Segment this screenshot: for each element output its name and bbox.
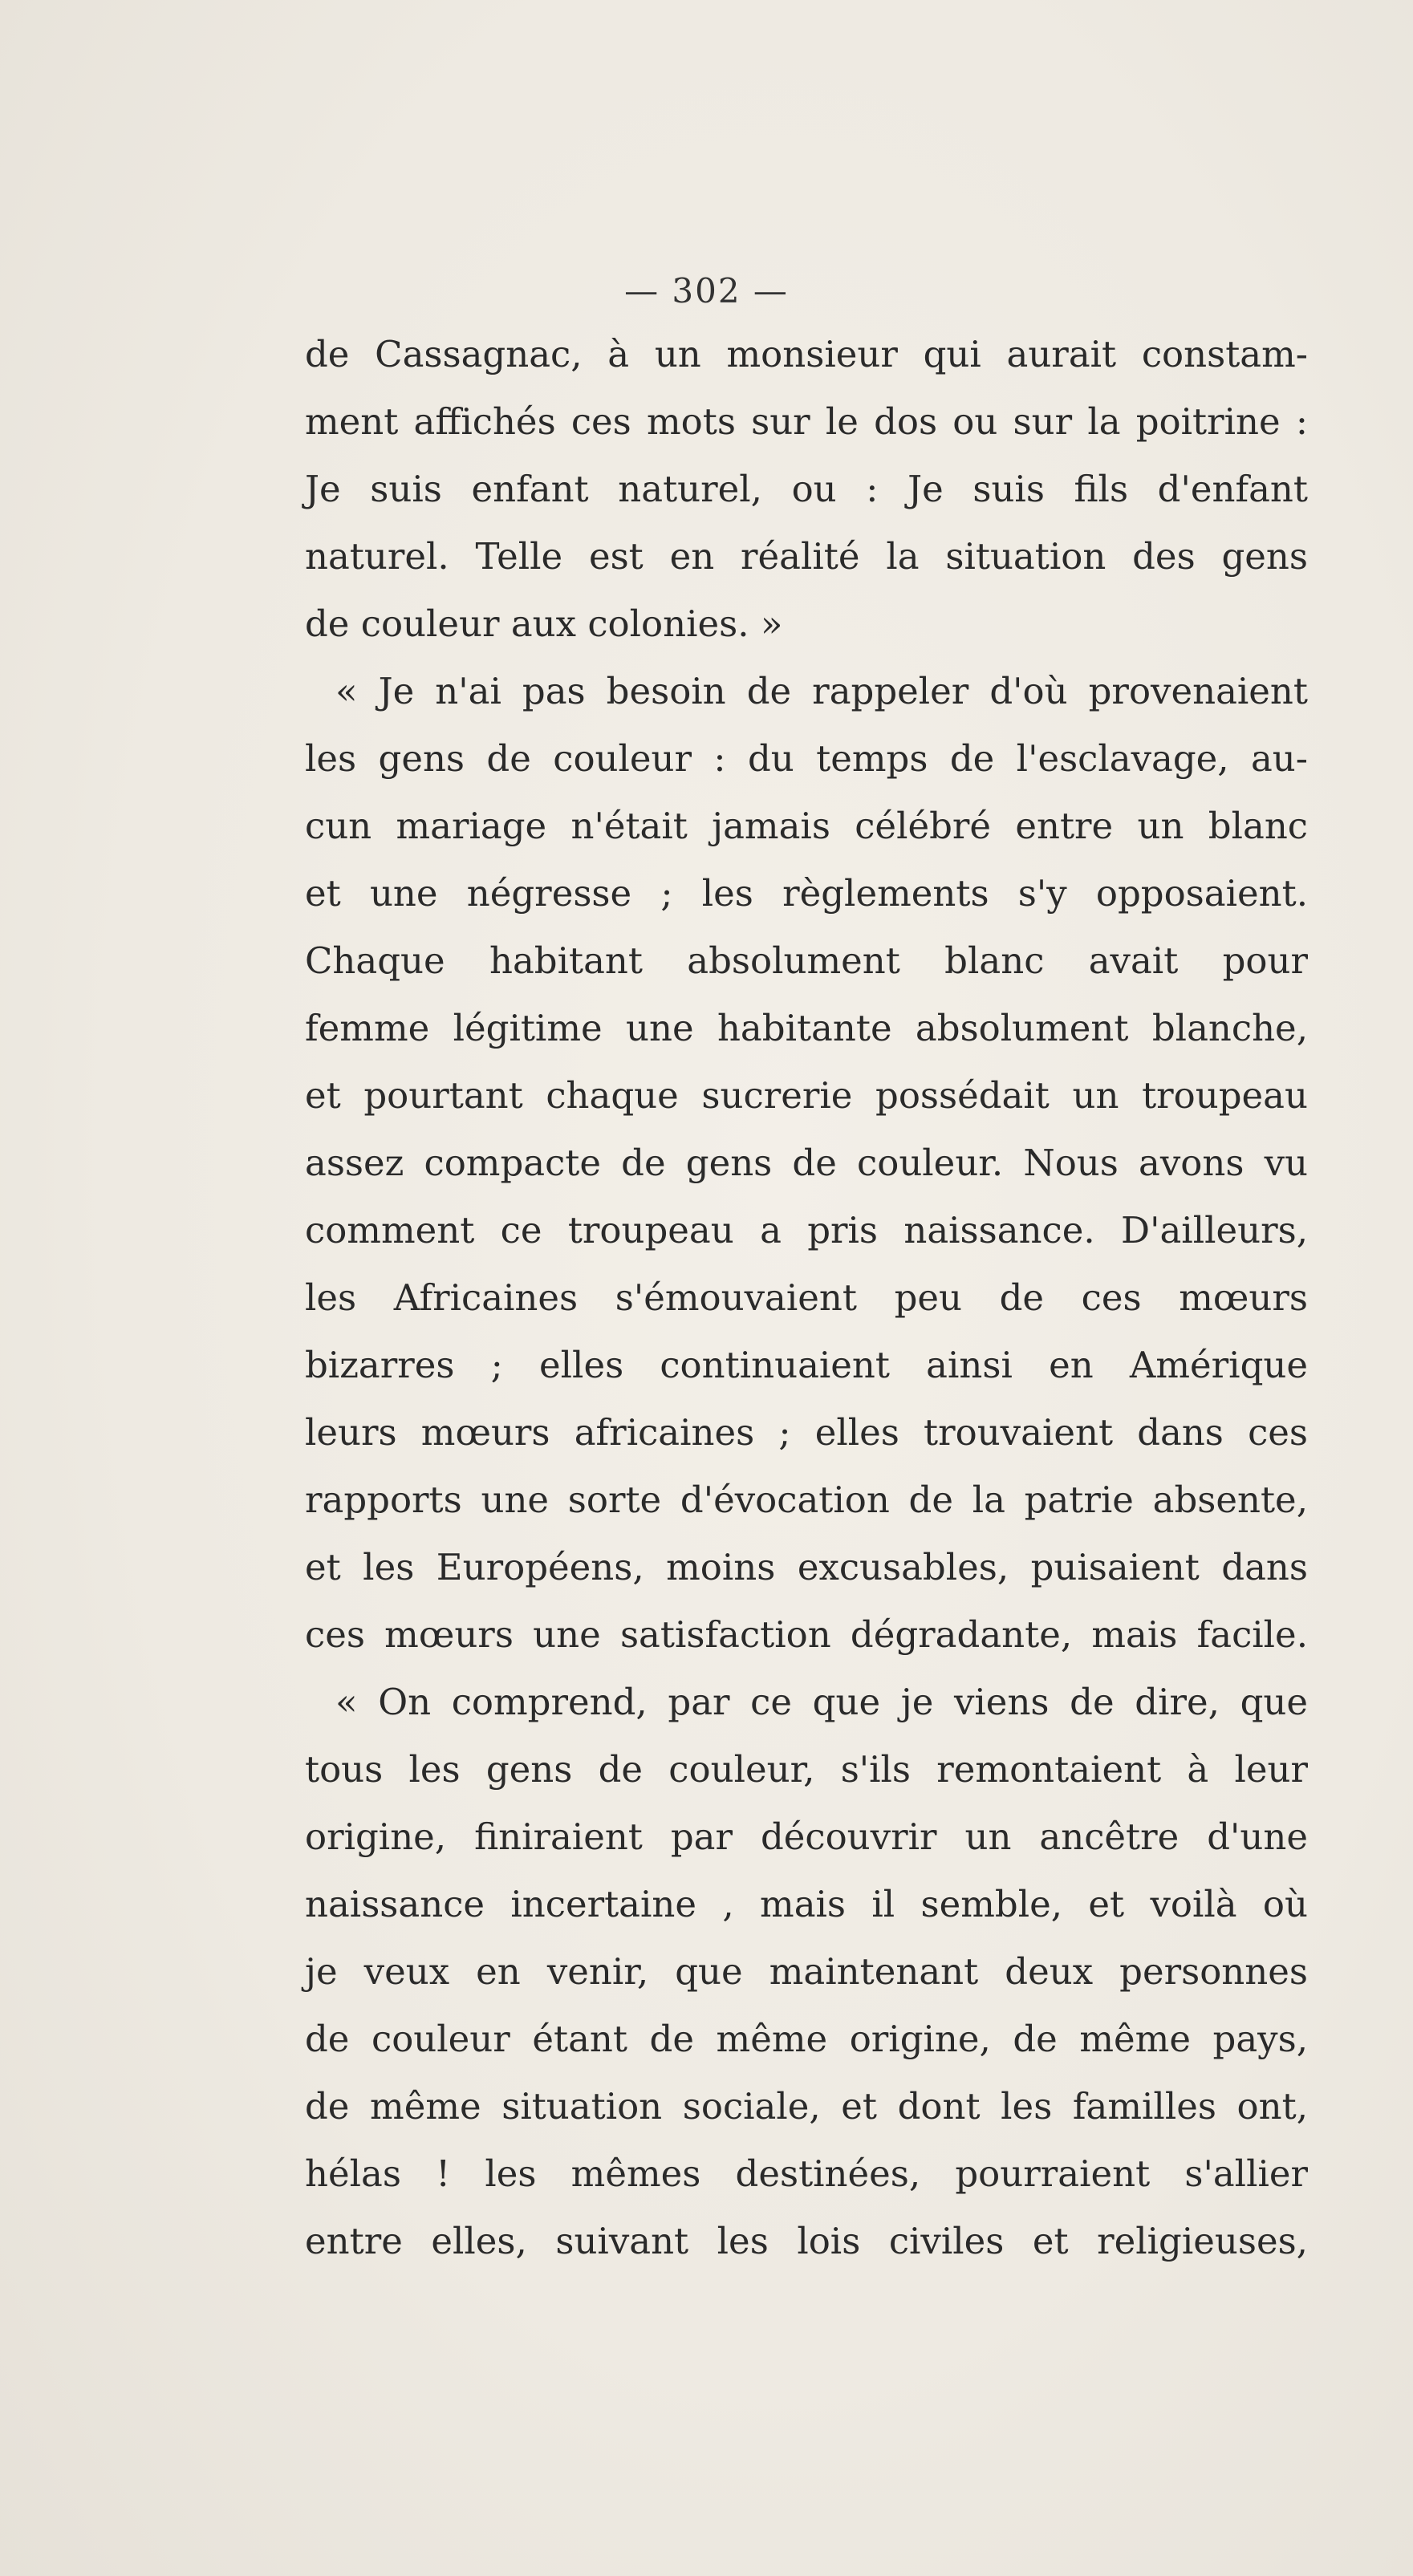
text-line <box>0 725 1413 793</box>
text-line <box>0 1601 1413 1669</box>
text-line <box>0 590 1413 658</box>
text-line <box>0 2208 1413 2275</box>
text-line <box>0 1062 1413 1130</box>
text-line <box>0 793 1413 860</box>
text-line <box>0 1466 1413 1534</box>
text-line-content: femme légitime une habitante absolument blanche, <box>305 1007 1308 1049</box>
text-line-content: de couleur étant de même origine, de même pays, <box>305 2018 1308 2060</box>
text-line-content: Chaque habitant absolument blanc avait pour <box>305 939 1308 982</box>
text-line-content: origine, finiraient par découvrir un ancêtre d'une <box>305 1815 1308 1858</box>
text-line <box>0 658 1413 725</box>
text-line <box>0 321 1413 388</box>
text-line <box>0 1197 1413 1264</box>
text-line <box>0 1938 1413 2006</box>
text-line-content: ces mœurs une satisfaction dégradante, mais facile. <box>305 1613 1308 1656</box>
text-line-content: et les Européens, moins excusables, puisaient dans <box>305 1546 1308 1588</box>
text-line-content: tous les gens de couleur, s'ils remontaient à leur <box>305 1748 1308 1791</box>
text-line-content: bizarres ; elles continuaient ainsi en Amérique <box>305 1344 1308 1386</box>
text-line-content: et pourtant chaque sucrerie possédait un troupeau <box>305 1074 1308 1117</box>
text-line <box>0 927 1413 995</box>
text-line-content: leurs mœurs africaines ; elles trouvaient dans ces <box>305 1411 1308 1454</box>
text-line <box>0 2140 1413 2208</box>
text-line-content: et une négresse ; les règlements s'y opposaient. <box>305 872 1308 915</box>
text-line-content: naturel. Telle est en réalité la situation des gens <box>305 535 1308 578</box>
text-line-content: les Africaines s'émouvaient peu de ces mœurs <box>305 1276 1308 1319</box>
text-line-content: entre elles, suivant les lois civiles et religieuses, <box>305 2220 1308 2262</box>
text-line-content: je veux en venir, que maintenant deux personnes <box>305 1950 1308 1993</box>
text-line <box>0 1332 1413 1399</box>
text-line-content: rapports une sorte d'évocation de la patrie absente, <box>305 1479 1308 1521</box>
text-line <box>0 1871 1413 1938</box>
text-line <box>0 1534 1413 1601</box>
text-line <box>0 456 1413 523</box>
text-line <box>0 1803 1413 1871</box>
text-line-content: naissance incertaine , mais il semble, et voilà où <box>305 1883 1308 1925</box>
text-line <box>0 1669 1413 1736</box>
text-line <box>0 1399 1413 1466</box>
text-line <box>0 1736 1413 1803</box>
text-line-content: de couleur aux colonies. » <box>305 602 783 645</box>
text-line <box>0 1264 1413 1332</box>
text-line-content: de même situation sociale, et dont les familles ont, <box>305 2085 1308 2128</box>
text-line-content: cun mariage n'était jamais célébré entre un blanc <box>305 805 1308 847</box>
text-line <box>0 2006 1413 2073</box>
text-line <box>0 860 1413 927</box>
text-line-content: « Je n'ai pas besoin de rappeler d'où provenaient <box>335 670 1308 712</box>
text-line <box>0 995 1413 1062</box>
text-line <box>0 388 1413 456</box>
page-number: — 302 — <box>624 271 789 310</box>
text-line <box>0 523 1413 590</box>
text-line-content: ment affichés ces mots sur le dos ou sur la poitrine : <box>305 400 1308 443</box>
text-line-content: hélas ! les mêmes destinées, pourraient s'allier <box>305 2152 1308 2195</box>
text-line-content: « On comprend, par ce que je viens de dire, que <box>335 1681 1308 1723</box>
text-line-content: comment ce troupeau a pris naissance. D'ailleurs, <box>305 1209 1308 1251</box>
text-line-content: assez compacte de gens de couleur. Nous avons vu <box>305 1142 1308 1184</box>
text-line-content: de Cassagnac, à un monsieur qui aurait constam- <box>305 333 1308 375</box>
text-line <box>0 1130 1413 1197</box>
text-line-content: les gens de couleur : du temps de l'esclavage, au- <box>305 737 1308 780</box>
text-line-content: Je suis enfant naturel, ou : Je suis fils d'enfant <box>305 468 1308 510</box>
text-line <box>0 2073 1413 2140</box>
